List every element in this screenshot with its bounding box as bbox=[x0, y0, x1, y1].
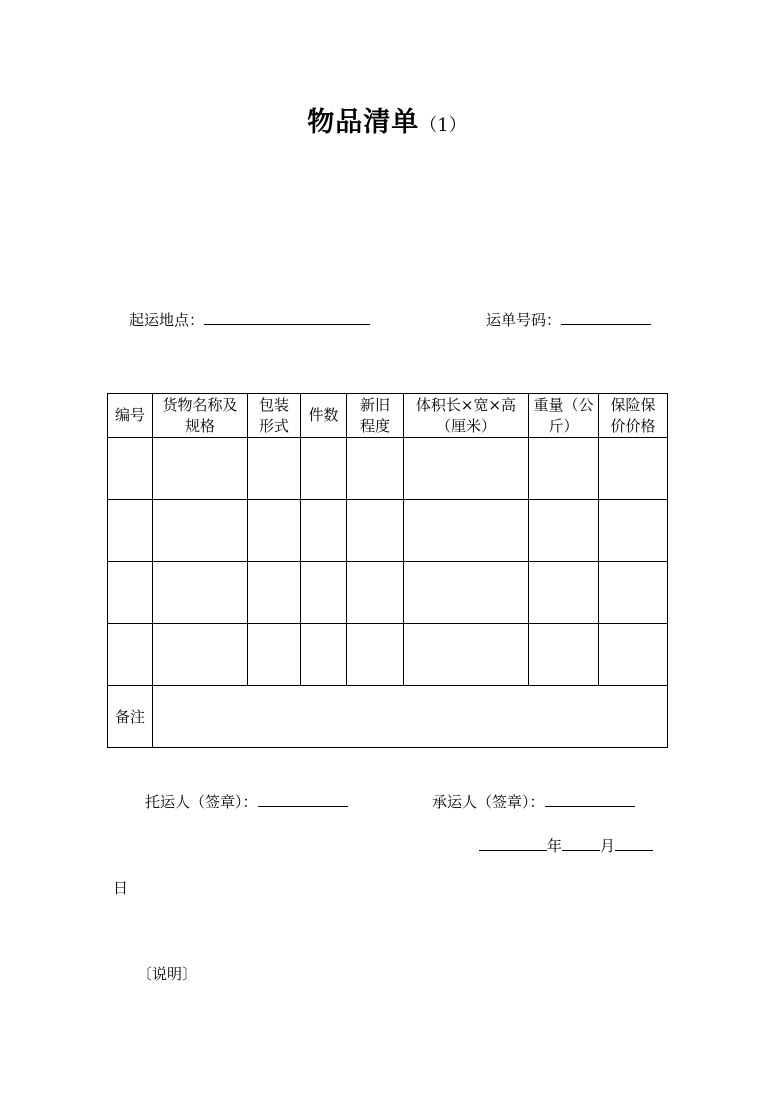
table-cell[interactable] bbox=[301, 624, 347, 686]
day-label: 日 bbox=[113, 879, 129, 897]
table-cell[interactable] bbox=[248, 562, 301, 624]
table-cell[interactable] bbox=[404, 562, 529, 624]
month-label: 月 bbox=[600, 837, 616, 855]
day-input[interactable] bbox=[615, 836, 653, 851]
table-cell[interactable] bbox=[347, 562, 404, 624]
table-cell[interactable] bbox=[347, 500, 404, 562]
table-cell[interactable] bbox=[153, 438, 248, 500]
waybill-input[interactable] bbox=[561, 310, 651, 325]
table-cell[interactable] bbox=[529, 438, 599, 500]
carrier-field bbox=[432, 791, 635, 812]
table-cell[interactable] bbox=[301, 438, 347, 500]
header-cell-insured-value: 保险保 价价格 bbox=[599, 394, 668, 438]
year-label: 年 bbox=[547, 837, 563, 855]
table-cell[interactable] bbox=[404, 624, 529, 686]
table-cell[interactable] bbox=[248, 500, 301, 562]
table-row bbox=[108, 624, 668, 686]
table-row bbox=[108, 562, 668, 624]
table-cell[interactable] bbox=[347, 624, 404, 686]
table-cell[interactable] bbox=[153, 562, 248, 624]
table-cell[interactable] bbox=[529, 624, 599, 686]
table-cell[interactable] bbox=[153, 500, 248, 562]
table-cell[interactable] bbox=[347, 438, 404, 500]
table-row bbox=[108, 500, 668, 562]
header-cell-id: 编号 bbox=[108, 394, 153, 438]
waybill-label: 运单号码： bbox=[486, 311, 562, 329]
origin-label: 起运地点： bbox=[129, 311, 205, 329]
month-input[interactable] bbox=[562, 836, 600, 851]
date-line bbox=[479, 835, 653, 856]
table-cell[interactable] bbox=[529, 500, 599, 562]
header-cell-volume: 体积长×宽×高 （厘米） bbox=[404, 394, 529, 438]
table-header-row bbox=[108, 394, 668, 438]
remark-label: 备注 bbox=[108, 686, 153, 748]
shipper-signature-input[interactable] bbox=[258, 792, 348, 807]
carrier-label: 承运人（签章）： bbox=[432, 793, 545, 811]
table-cell[interactable] bbox=[108, 500, 153, 562]
table-cell[interactable] bbox=[599, 438, 668, 500]
table-cell[interactable] bbox=[301, 562, 347, 624]
origin-input[interactable] bbox=[204, 310, 370, 325]
header-cell-packaging: 包装 形式 bbox=[248, 394, 301, 438]
remark-row bbox=[108, 686, 668, 748]
table-cell[interactable] bbox=[248, 438, 301, 500]
remark-cell[interactable] bbox=[153, 686, 668, 748]
table-cell[interactable] bbox=[153, 624, 248, 686]
table-cell[interactable] bbox=[599, 500, 668, 562]
table-row bbox=[108, 438, 668, 500]
note-label: 〔说明〕 bbox=[137, 965, 198, 983]
title-number: （1） bbox=[419, 115, 467, 136]
table-cell[interactable] bbox=[108, 624, 153, 686]
document-title bbox=[0, 100, 774, 139]
header-cell-condition: 新旧 程度 bbox=[347, 394, 404, 438]
goods-table bbox=[107, 393, 668, 748]
header-cell-weight: 重量（公 斤） bbox=[529, 394, 599, 438]
table-cell[interactable] bbox=[301, 500, 347, 562]
table-cell[interactable] bbox=[529, 562, 599, 624]
shipper-label: 托运人（签章）： bbox=[145, 793, 258, 811]
carrier-signature-input[interactable] bbox=[545, 792, 635, 807]
table-cell[interactable] bbox=[404, 438, 529, 500]
table-cell[interactable] bbox=[599, 624, 668, 686]
shipper-field bbox=[145, 791, 348, 812]
table-cell[interactable] bbox=[108, 438, 153, 500]
header-cell-quantity: 件数 bbox=[301, 394, 347, 438]
table-cell[interactable] bbox=[248, 624, 301, 686]
waybill-field bbox=[486, 309, 651, 330]
title-main: 物品清单 bbox=[307, 107, 420, 138]
origin-field bbox=[129, 309, 370, 330]
header-cell-name: 货物名称及 规格 bbox=[153, 394, 248, 438]
table-cell[interactable] bbox=[108, 562, 153, 624]
year-input[interactable] bbox=[479, 836, 547, 851]
table-cell[interactable] bbox=[404, 500, 529, 562]
table-cell[interactable] bbox=[599, 562, 668, 624]
